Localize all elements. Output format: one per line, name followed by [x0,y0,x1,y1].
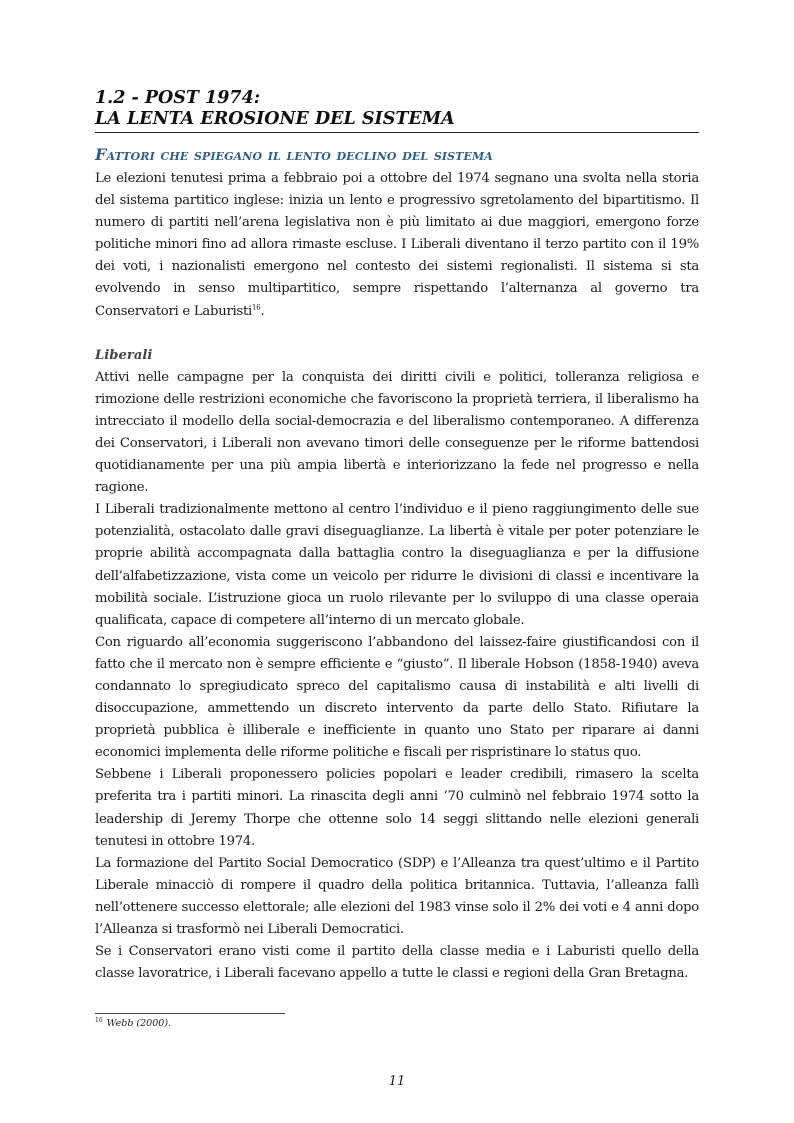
footnote-reference[interactable]: 16 [252,303,261,312]
intro-text: Le elezioni tenutesi prima a febbraio poi a ottobre del 1974 segnano una svolta nella storia del sistema partitico inglese: inizia un lento e progressivo sgretolamento del bipartitismo. Il numero di partiti nell’arena legislativa non è più limitato ai due maggiori, emergono forze politiche minori fino ad allora rimaste escluse. I Liberali diventano il terzo partito con il 19% dei voti, i nazionalisti emergono nel contesto dei sistemi regionalisti. Il sistema si sta evolvendo in senso multipartitico, sempre rispettando l’alternanza al governo tra Conservatori e Laburisti [95,171,699,319]
body-paragraph: Con riguardo all’economia suggeriscono l’abbandono del laissez-faire giustificandosi con il fatto che il mercato non è sempre efficiente e “giusto”. Il liberale Hobson (1858-1940) aveva condannato lo spregiudicato spreco del capitalismo causa di instabilità e alti livelli di disoccupazione, ammettendo un discreto intervento da parte dello Stato. Rifiutare la proprietà pubblica è illiberale e inefficiente in quanto uno Stato per riparare ai danni economici implementa delle riforme politiche e fiscali per rispristinare lo status quo. [95,634,699,761]
body-paragraph: Se i Conservatori erano visti come il partito della classe media e i Laburisti quello della classe lavoratrice, i Liberali facevano appello a tutte le classi e regioni della Gran Bretagna. [95,944,699,982]
chapter-title-line1: 1.2 - POST 1974: [95,88,261,108]
page-body [95,88,699,985]
footnote-number: 16 [95,1016,103,1024]
page-number: 11 [388,1074,406,1089]
body-paragraph: La formazione del Partito Social Democratico (SDP) e l’Alleanza tra quest’ultimo e il Partito Liberale minacciò di rompere il quadro della politica britannica. Tuttavia, l’alleanza fallì nell’ottenere successo elettorale; alle elezioni del 1983 vinse solo il 2% dei voti e 4 anni dopo l’Alleanza si trasformò nei Liberali Democratici. [95,855,699,937]
intro-paragraph [95,168,699,323]
subheading-liberali: Liberali [95,347,153,363]
chapter-title-line2: LA LENTA EROSIONE DEL SISTEMA [95,109,455,129]
footnote [95,1018,171,1029]
section-title: Fattori che spiegano il lento declino del sistema [95,145,493,164]
body-paragraph: Sebbene i Liberali proponessero policies popolari e leader credibili, rimasero la scelta preferita tra i partiti minori. La rinascita degli anni ’70 culminò nel febbraio 1974 sotto la leadership di Jeremy Thorpe che ottenne solo 14 seggi slittando nelle elezioni generali tenutesi in ottobre 1974. [95,767,699,849]
body-paragraph: I Liberali tradizionalmente mettono al centro l’individuo e il pieno raggiungimento delle sue potenzialità, ostacolato dalle gravi diseguaglianze. La libertà è vitale per poter potenziare le proprie abilità accompagnata dalla battaglia contro la diseguaglianza e per la diffusione dell’alfabetizzazione, vista come un veicolo per ridurre le divisioni di classi e incentivare la mobilità sociale. L’istruzione gioca un ruolo rilevante per lo sviluppo di una classe operaia qualificata, capace di competere all’interno di un mercato globale. [95,502,699,628]
footnote-divider [95,1013,285,1014]
intro-end: . [260,303,265,319]
body-paragraph: Attivi nelle campagne per la conquista dei diritti civili e politici, tolleranza religiosa e rimozione delle restrizioni economiche che favoriscono la proprietà terriera, il liberalismo ha intrecciato il modello della social-democrazia e del liberalismo contemporaneo. A differenza dei Conservatori, i Liberali non avevano timori delle conseguenze per le riforme battendosi quotidianamente per una più ampia libertà e interiorizzano la fede nel progresso e nella ragione. [95,369,699,496]
chapter-divider [95,132,699,133]
chapter-title [95,88,699,130]
footnote-text: Webb (2000). [106,1018,172,1029]
